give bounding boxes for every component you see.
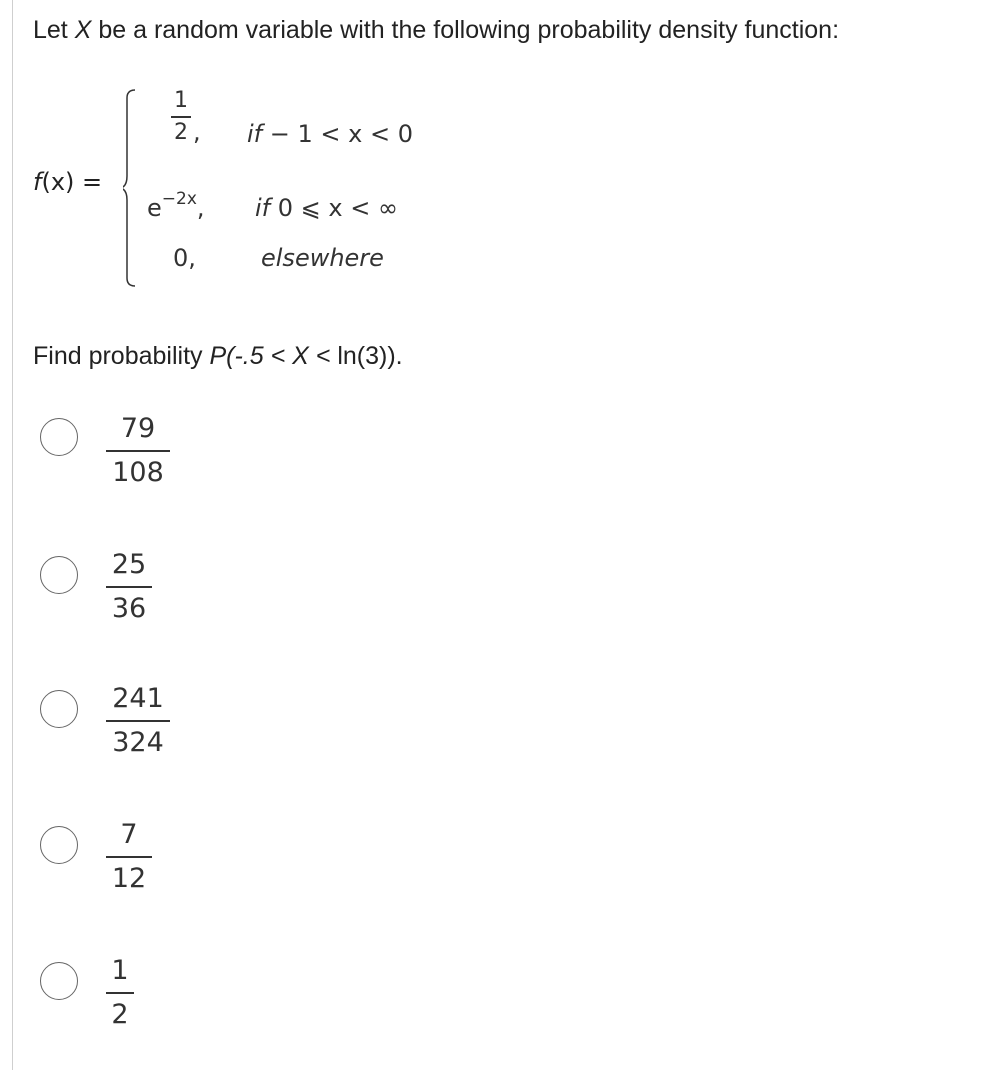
- radio-button[interactable]: [40, 556, 78, 594]
- fraction-bar: [171, 116, 191, 118]
- fraction-bar: [106, 720, 170, 722]
- probability-expression: P(-.5 < X <: [209, 342, 338, 370]
- case2-comma: ,: [196, 194, 205, 222]
- option-fraction: [106, 550, 152, 624]
- case1-fraction: [171, 88, 191, 146]
- option-denominator: 108: [112, 456, 164, 488]
- left-border: [12, 0, 13, 1070]
- option-denominator: 324: [112, 726, 164, 758]
- answer-option[interactable]: [40, 956, 240, 1046]
- option-fraction: [106, 414, 170, 488]
- find-prompt: [33, 342, 403, 371]
- case2-base: e: [147, 194, 162, 222]
- radio-button[interactable]: [40, 826, 78, 864]
- case2-range: 0 ⩽ x < ∞: [270, 194, 398, 222]
- option-numerator: 1: [111, 955, 129, 986]
- option-numerator: 79: [120, 413, 156, 444]
- question-variable: X: [74, 16, 92, 44]
- function-args: (x) =: [41, 168, 103, 196]
- case2-expression: [147, 189, 205, 222]
- question-text: [33, 16, 839, 45]
- radio-button[interactable]: [40, 690, 78, 728]
- find-suffix: ln(3)).: [337, 342, 403, 370]
- option-numerator: 241: [112, 683, 164, 714]
- find-prefix: Find probability: [33, 342, 210, 370]
- case3-value: 0,: [173, 244, 196, 272]
- case2-if: if: [255, 194, 271, 222]
- option-denominator: 12: [111, 862, 147, 894]
- radio-button[interactable]: [40, 418, 78, 456]
- option-fraction: [106, 956, 134, 1030]
- case3-condition: elsewhere: [261, 244, 384, 272]
- piecewise-density-function: [33, 88, 493, 288]
- case1-numerator: 1: [174, 88, 188, 113]
- fraction-bar: [106, 450, 170, 452]
- option-numerator: 25: [111, 549, 147, 580]
- question-prefix: Let: [33, 16, 75, 44]
- case1-range: − 1 < x < 0: [262, 120, 413, 148]
- answer-option[interactable]: [40, 550, 240, 640]
- option-numerator: 7: [120, 819, 138, 850]
- answer-option[interactable]: [40, 820, 240, 910]
- radio-button[interactable]: [40, 962, 78, 1000]
- case1-if: if: [247, 120, 263, 148]
- case1-comma: ,: [193, 118, 201, 146]
- fraction-bar: [106, 992, 134, 994]
- answer-option[interactable]: [40, 414, 240, 504]
- case2-condition: [255, 194, 398, 222]
- fraction-bar: [106, 856, 152, 858]
- function-name: f: [33, 168, 42, 196]
- case1-denominator: 2: [174, 119, 188, 145]
- question-suffix: be a random variable with the following probability density function:: [91, 16, 840, 44]
- answer-option[interactable]: [40, 684, 240, 774]
- function-lhs: [33, 168, 102, 196]
- option-fraction: [106, 820, 152, 894]
- case1-condition: [247, 120, 413, 148]
- option-fraction: [106, 684, 170, 758]
- case2-exponent: −2x: [161, 189, 197, 209]
- option-denominator: 36: [111, 592, 147, 624]
- option-denominator: 2: [111, 998, 129, 1030]
- left-brace-icon: [123, 88, 153, 288]
- fraction-bar: [106, 586, 152, 588]
